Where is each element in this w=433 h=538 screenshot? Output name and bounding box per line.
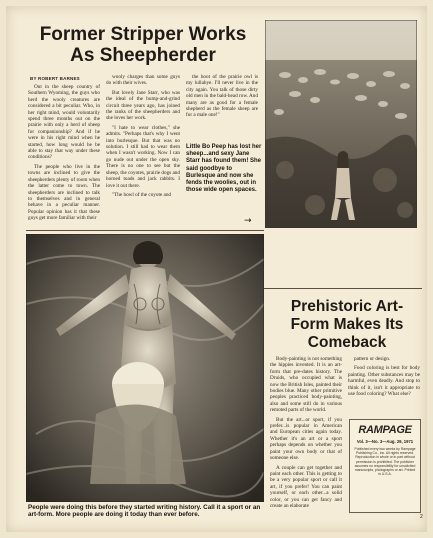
story2-paragraph: Food coloring is best for body painting. Other substances may be harmful, even deadly. And stop to think of it, isn't it appropriate to use food coloring? What else? — [348, 365, 420, 398]
story2-column-1 — [270, 356, 342, 512]
divider — [264, 288, 422, 289]
story2-headline: Prehistoric Art-Form Makes Its Comeback — [290, 298, 404, 351]
story1-byline: BY ROBERT BARNES — [30, 76, 80, 81]
masthead-box — [349, 419, 421, 513]
story2-column-2 — [348, 356, 420, 400]
sheepherder-photo — [265, 20, 417, 228]
page-number: 2 — [420, 514, 423, 520]
story1-paragraph: But lovely Jane Starr, who was the ideal of the bump-and-grind circuit three years ago, has joined the ranks of the sheepherders and she loves her work. — [106, 89, 180, 122]
sheep-photo-caption: Little Bo Peep has lost her sheep...and sexy Jane Starr has found them! She said goodbye to Burlesque and now she fends the woolies, out in those wide open spaces. — [186, 144, 262, 194]
story1-paragraph: The people who live in the towns are inclined to give the sheepherders plenty of room when the latter come to town. The sheepherders are inclined to talk to themselves and in general behave in a peculiar manner. Popular opinion has it that these guys get more familiar with their — [28, 163, 100, 222]
story2-paragraph: Body-painting is not something the hippies invented. It is an art-form that pre-dates history. The Druids, who occupied what is now the British Isles, painted their bodies blue. Many other primitive peoples practiced body-painting, also and some still do in various remoted parts of the world. — [270, 356, 342, 414]
story1-paragraph: "The howl of the coyote and — [112, 191, 172, 198]
story1-headline: Former Stripper Works As Sheepherder — [39, 24, 247, 66]
story1-column-1 — [28, 84, 100, 225]
story2-paragraph: pattern or design. — [354, 356, 391, 362]
masthead-title: RAMPAGE — [358, 424, 412, 436]
newspaper-page — [6, 6, 427, 532]
body-painting-photo-caption: People were doing this before they started writing history. Call it a sport or an art-form. More people are doing it today than ever before. — [28, 504, 261, 519]
story1-paragraph: the hoot of the prairie owl is my lullabye. I'll never live in the city again. You talk of those dirty old men in the bald-head row. And many are as good for a female shepherd as the female sheep are for a male one!" — [186, 74, 258, 119]
story1-column-2 — [106, 74, 180, 201]
story1-paragraph: Out in the sheep country of Southern Wyoming, the guys who herd the wooly creatures are considered a bit peculiar. Who, in her right mind, would voluntarily spend three months out on the prairie with only a herd of sheep for companionship? And if he were in his right mind when he started, how long would he be able to stay that way under these conditions? — [28, 84, 100, 161]
body-painting-photo — [26, 234, 264, 502]
story1-paragraph: "I hate to wear clothes," she admits. "Perhaps that's why I went into burlesque. But that was no solution. I still had to wear them when I wasn't working. Now I can go nude out under the open sky. There is no one to see but the sheep, the coyotes, prairie dogs and horned toads and jack rabbits. I love it out there. — [106, 124, 180, 189]
masthead-fineprint: Published every two weeks by Rampage Publishing Co., Inc. All rights reserved. Reproduction in whole or in part without permission is prohibited. The publisher assumes no responsibility for unsolicited manuscripts, photographs or art. Printed in U.S.A. — [354, 447, 416, 477]
arrow-right-icon: → — [244, 216, 252, 226]
story2-paragraph: A couple can get together and paint each other. This is getting to be a very popular sport or call it art, if you prefer! You can paint yourself, or each other...a solid color, or you can get fancy and create an elaborate — [270, 464, 342, 509]
masthead-issue: Vol. 3—No. 3—Aug. 29, 1971 — [356, 439, 414, 444]
story1-paragraph: wooly charges than some guys do with their wives. — [106, 74, 180, 87]
story2-paragraph: But the art...or sport, if you prefer...is popular in American and European cities again today. Whether it's an art or a sport perhaps depends on whether you paint your own body or that of someone else. — [270, 416, 342, 462]
story1-column-3 — [186, 74, 258, 122]
divider — [26, 230, 264, 231]
